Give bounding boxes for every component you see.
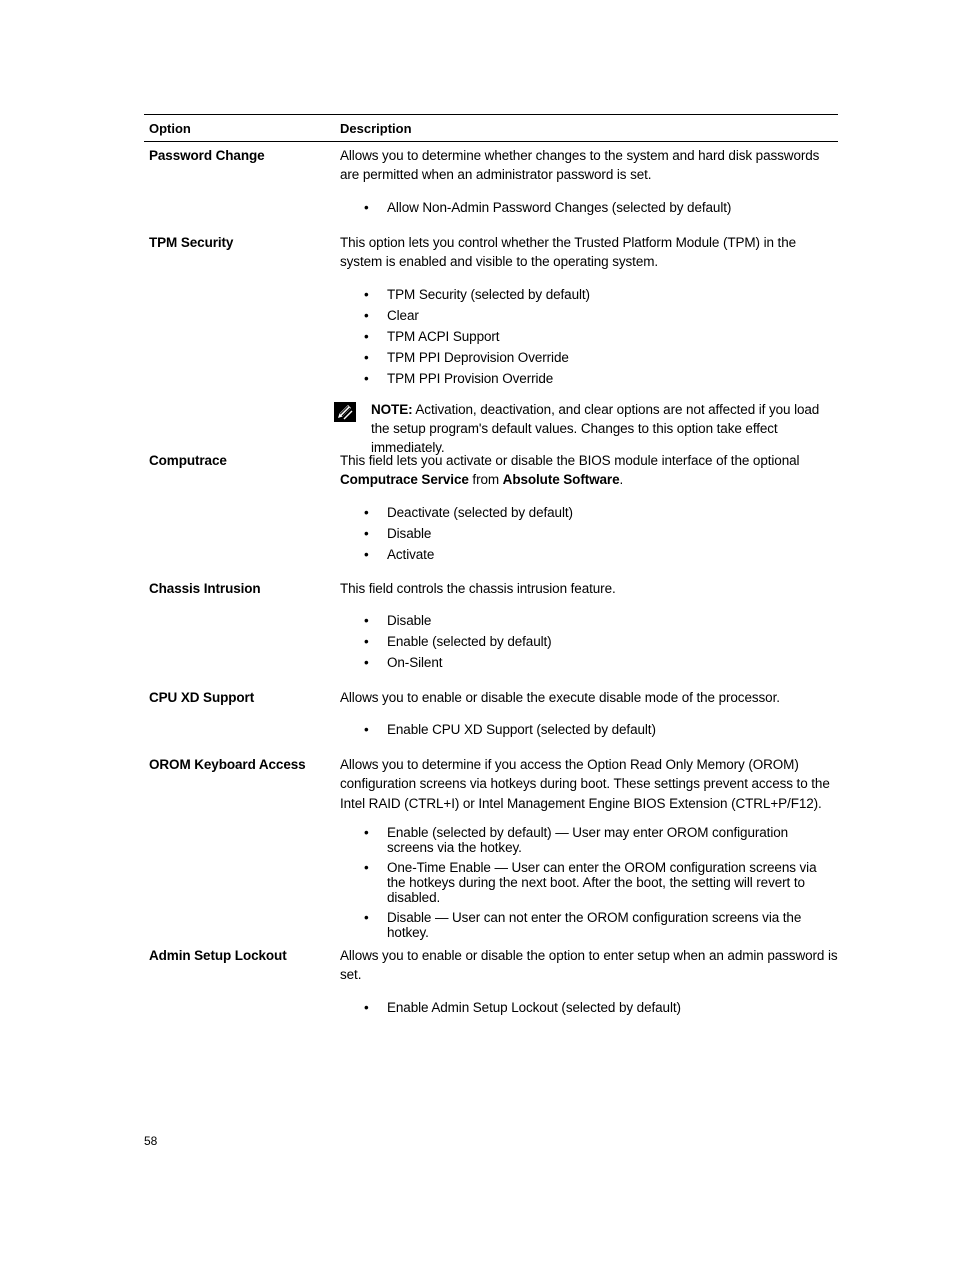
note-pencil-icon [334,402,356,422]
bullet: • [364,634,369,650]
option-description [340,233,838,457]
bullet: • [364,328,369,344]
bullet: • [364,909,369,925]
note-label: NOTE: [371,401,413,417]
list-item: • Disable [340,610,838,631]
list-item: • TPM PPI Deprovision Override [340,347,838,368]
option-name: OROM Keyboard Access [149,757,306,772]
list-item: • On-Silent [340,652,838,673]
list-item: • TPM ACPI Support [340,326,838,347]
bullet: • [364,655,369,671]
note-text: Activation, deactivation, and clear options are not affected if you load the setup program's default values. Changes to this option take effect immediately. [371,401,820,456]
bullet: • [364,824,369,840]
description-text: Allows you to determine whether changes to the system and hard disk passwords are permitted when an administrator password is set. [340,148,820,183]
option-name: TPM Security [149,235,234,250]
bullet: • [364,999,369,1015]
option-name: Chassis Intrusion [149,581,261,596]
list-item: • Enable Admin Setup Lockout (selected by default) [340,997,838,1018]
description-text: Allows you to enable or disable the option to enter setup when an admin password is set. [340,948,838,983]
option-description [340,755,838,945]
option-description [340,946,838,1018]
option-name: Admin Setup Lockout [149,948,287,963]
option-name: Password Change [149,148,265,163]
setting-list [340,284,838,389]
list-item: • Deactivate (selected by default) [340,502,838,523]
list-item: • Enable CPU XD Support (selected by default) [340,719,838,740]
bullet: • [364,286,369,302]
option-name: Computrace [149,453,227,468]
setting-list [340,825,838,940]
bullet: • [364,722,369,738]
list-item: • Enable (selected by default) — User may enter OROM configuration screens via the hotkey. [364,824,789,855]
option-description [340,579,838,673]
bullet: • [364,504,369,520]
option-description [340,688,838,740]
table-header [144,114,838,142]
list-item: • Allow Non-Admin Password Changes (selected by default) [340,197,838,218]
description-text: This field lets you activate or disable the BIOS module interface of the optional Computrace Service from Absolute Software. [340,453,800,488]
setting-list [340,719,838,740]
setting-list [340,502,838,565]
option-name: CPU XD Support [149,690,255,705]
bullet: • [364,370,369,386]
note-box [340,400,838,458]
description-text: This option lets you control whether the Trusted Platform Module (TPM) in the system is enabled and visible to the operating system. [340,235,797,270]
description-text: This field controls the chassis intrusion feature. [340,581,616,596]
bullet: • [364,307,369,323]
header-option: Option [149,121,191,136]
description-text: Allows you to enable or disable the execute disable mode of the processor. [340,690,780,705]
list-item: • Activate [340,544,838,565]
bullet: • [364,859,369,875]
header-description: Description [340,121,412,136]
bullet: • [364,525,369,541]
list-item: • Disable — User can not enter the OROM configuration screens via the hotkey. [364,909,802,940]
option-description [340,451,838,565]
list-item: • Enable (selected by default) [340,631,838,652]
page-number: 58 [144,1134,158,1148]
list-item: • One-Time Enable — User can enter the OROM configuration screens via the hotkeys during the next boot. After the boot, the setting will revert to disabled. [364,859,817,905]
list-item: • TPM Security (selected by default) [340,284,838,305]
setting-list [340,997,838,1018]
setting-list [340,197,838,218]
setting-list [340,610,838,673]
bullet: • [364,199,369,215]
bullet: • [364,546,369,562]
bullet: • [364,613,369,629]
bullet: • [364,349,369,365]
list-item: • Clear [340,305,838,326]
list-item: • Disable [340,523,838,544]
option-description [340,146,838,218]
list-item: • TPM PPI Provision Override [340,368,838,389]
options-table [144,114,838,1015]
description-text: Allows you to determine if you access the Option Read Only Memory (OROM) configuration screens via hotkeys during boot. These settings prevent access to the Intel RAID (CTRL+I) or Intel Management Engine BIOS Extension (CTRL+P/F12). [340,757,830,811]
